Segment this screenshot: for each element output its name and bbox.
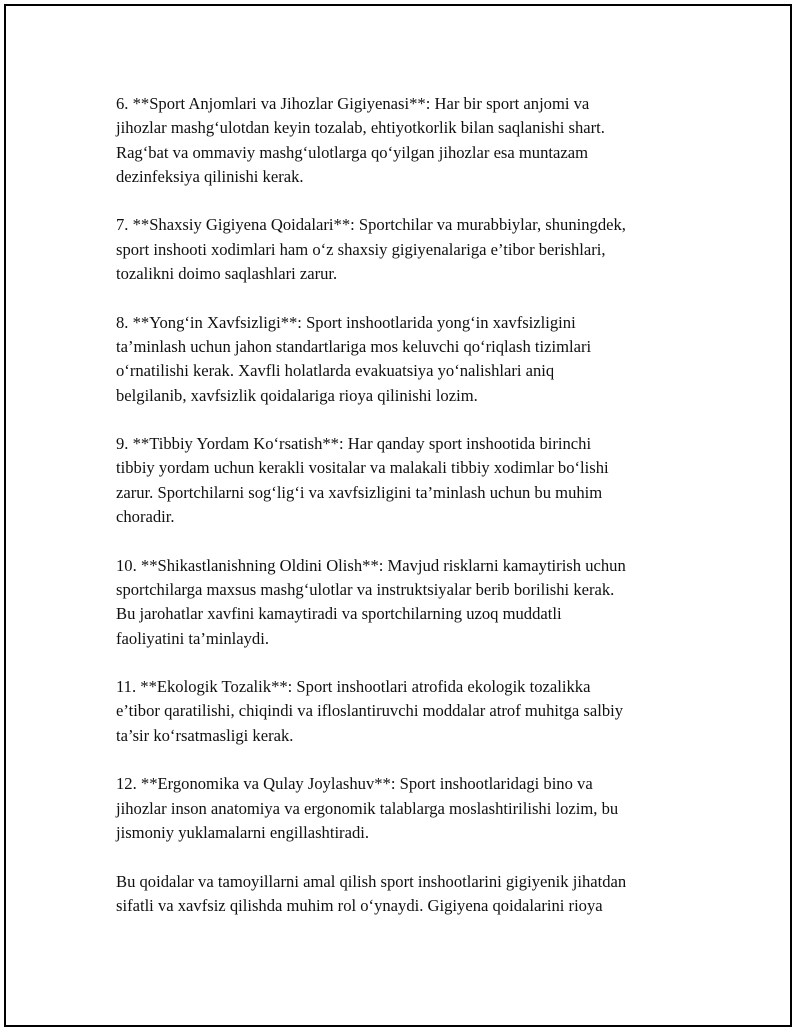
text-line: sifatli va xavfsiz qilishda muhim rol o‘ynaydi. Gigiyena qoidalarini rioya — [116, 895, 603, 915]
paragraph-item-12 — [116, 772, 696, 845]
text-line: 7. **Shaxsiy Gigiyena Qoidalari**: Sportchilar va murabbiylar, shuningdek, — [116, 215, 626, 235]
text-line: faoliyatini ta’minlaydi. — [116, 628, 269, 648]
text-line: 10. **Shikastlanishning Oldini Olish**: Mavjud risklarni kamaytirish uchun — [116, 555, 626, 575]
text-line: o‘rnatilishi kerak. Xavfli holatlarda evakuatsiya yo‘nalishlari aniq — [116, 361, 555, 381]
text-line: belgilanib, xavfsizlik qoidalariga rioya qilinishi lozim. — [116, 385, 478, 405]
paragraph-conclusion — [116, 870, 696, 919]
text-line: Bu qoidalar va tamoyillarni amal qilish sport inshootlarini gigiyenik jihatdan — [116, 871, 627, 891]
text-line: tibbiy yordam uchun kerakli vositalar va malakali tibbiy xodimlar bo‘lishi — [116, 458, 609, 478]
text-line: choradir. — [116, 507, 175, 527]
text-line: ta’minlash uchun jahon standartlariga mos keluvchi qo‘riqlash tizimlari — [116, 336, 592, 356]
paragraph-item-11 — [116, 675, 696, 748]
paragraph-item-7 — [116, 213, 696, 286]
text-line: jihozlar inson anatomiya va ergonomik talablarga moslashtirilishi lozim, bu — [116, 798, 619, 818]
paragraph-item-9 — [116, 432, 696, 529]
text-line: sportchilarga maxsus mashg‘ulotlar va instruktsiyalar berib borilishi kerak. — [116, 579, 615, 599]
text-line: Rag‘bat va ommaviy mashg‘ulotlarga qo‘yilgan jihozlar esa muntazam — [116, 142, 589, 162]
text-line: Bu jarohatlar xavfini kamaytiradi va sportchilarning uzoq muddatli — [116, 604, 562, 624]
text-line: dezinfeksiya qilinishi kerak. — [116, 166, 304, 186]
text-line: e’tibor qaratilishi, chiqindi va ifloslantiruvchi moddalar atrof muhitga salbiy — [116, 701, 624, 721]
paragraph-item-6 — [116, 92, 696, 189]
text-line: zarur. Sportchilarni sog‘lig‘i va xavfsizligini ta’minlash uchun bu muhim — [116, 482, 603, 502]
text-line: 8. **Yong‘in Xavfsizligi**: Sport inshootlarida yong‘in xavfsizligini — [116, 312, 576, 332]
text-line: jihozlar mashg‘ulotdan keyin tozalab, ehtiyotkorlik bilan saqlanishi shart. — [116, 118, 605, 138]
text-line: sport inshooti xodimlari ham o‘z shaxsiy gigiyenalariga e’tibor berishlari, — [116, 239, 606, 259]
text-line: 11. **Ekologik Tozalik**: Sport inshootlari atrofida ekologik tozalikka — [116, 677, 591, 697]
text-line: 9. **Tibbiy Yordam Ko‘rsatish**: Har qanday sport inshootida birinchi — [116, 434, 592, 454]
paragraph-item-8 — [116, 311, 696, 408]
text-line: 12. **Ergonomika va Qulay Joylashuv**: Sport inshootlaridagi bino va — [116, 774, 593, 794]
text-line: jismoniy yuklamalarni engillashtiradi. — [116, 822, 370, 842]
paragraph-item-10 — [116, 554, 696, 651]
text-line: tozalikni doimo saqlashlari zarur. — [116, 264, 338, 284]
document-body — [116, 92, 696, 942]
text-line: ta’sir ko‘rsatmasligi kerak. — [116, 725, 294, 745]
text-line: 6. **Sport Anjomlari va Jihozlar Gigiyenasi**: Har bir sport anjomi va — [116, 94, 590, 113]
